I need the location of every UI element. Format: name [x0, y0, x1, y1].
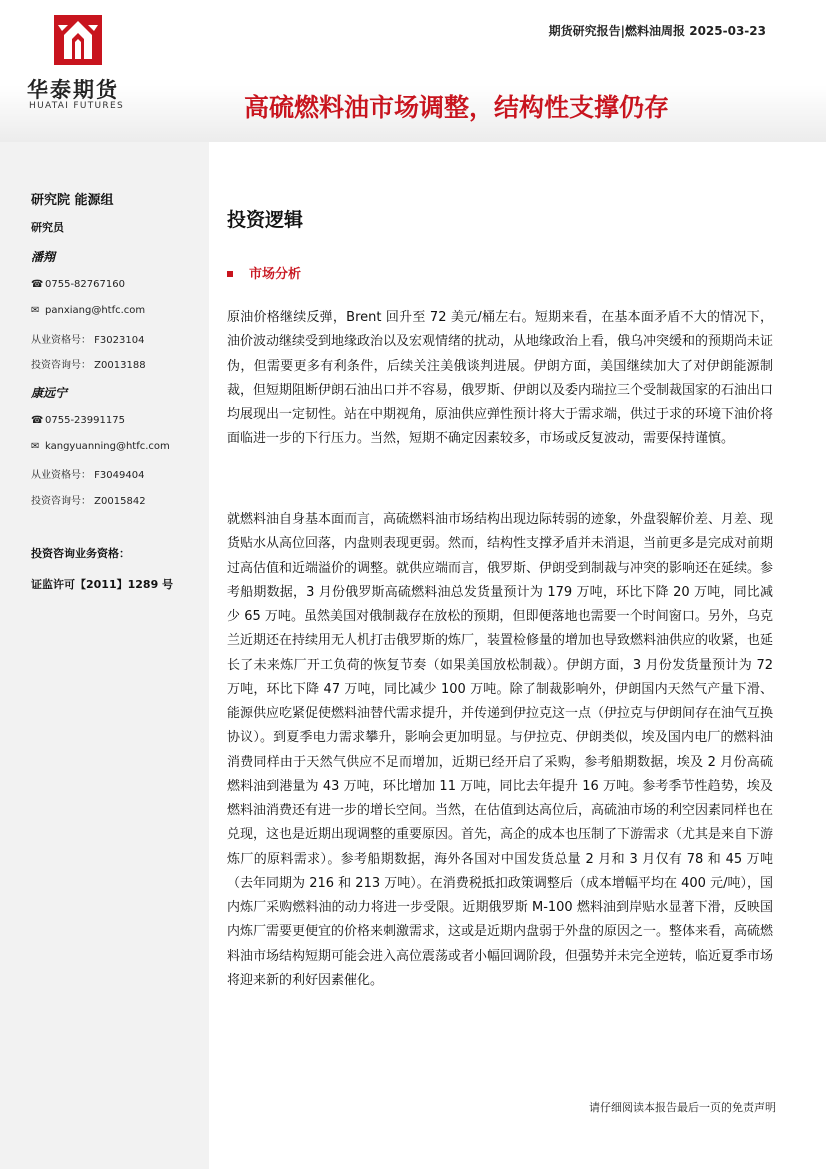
- researcher-label: 研究员: [31, 221, 64, 234]
- sidebar: [0, 142, 209, 1169]
- analyst-email[interactable]: ✉ panxiang@htfc.com: [31, 305, 146, 316]
- analyst-name: 康远宁: [31, 386, 68, 400]
- department-label: 研究院 能源组: [31, 193, 114, 208]
- license-text: 证监许可【2011】1289 号: [31, 578, 174, 591]
- qualification-label: 投资咨询业务资格：: [31, 547, 130, 560]
- phone-icon: ☎: [31, 279, 44, 290]
- phone-icon: ☎: [31, 415, 44, 426]
- logo-english-name: HUATAI FUTURES: [29, 101, 124, 111]
- report-title: 高硫燃料油市场调整，结构性支撑仍存: [244, 93, 670, 122]
- analyst-license: 从业资格号： F3049404: [31, 470, 145, 481]
- logo-chinese-name: 华泰期货: [27, 78, 119, 102]
- analyst-license: 从业资格号： F3023104: [31, 335, 145, 346]
- email-icon: ✉: [31, 305, 40, 316]
- analyst-name: 潘翔: [31, 250, 56, 264]
- analyst-email[interactable]: ✉ kangyuanning@htfc.com: [31, 441, 170, 452]
- analyst-phone: ☎ 0755-23991175: [31, 415, 125, 426]
- report-meta: 期货研究报告|燃料油周报 2025-03-23: [548, 24, 766, 38]
- section-title: 投资逻辑: [227, 209, 304, 231]
- subsection-heading: 市场分析: [227, 263, 301, 282]
- body-paragraph: 原油价格继续反弹，Brent 回升至 72 美元/桶左右。短期来看，在基本面矛盾不大的情况下，油价波动继续受到地缘政治以及宏观情绪的扰动，从地缘政治上看，俄乌冲突缓和的预期尚未证伪，但需要更多有利条件，后续关注美俄谈判进展。伊朗方面，美国继续加大了对伊朗能源制裁，但短期阻断伊朗石油出口并不容易，俄罗斯、伊朗以及委内瑞拉三个受制裁国家的石油出口均展现出一定韧性。站在中期视角，原油供应弹性预计将大于需求端，供过于求的环境下油价将面临进一步的下行压力。当然，短期不确定因素较多，市场或反复波动，需要保持谨慎。: [227, 310, 774, 447]
- disclaimer-footer: 请仔细阅读本报告最后一页的免责声明: [589, 1101, 776, 1114]
- email-icon: ✉: [31, 441, 40, 452]
- analyst-phone: ☎ 0755-82767160: [31, 279, 125, 290]
- square-bullet-icon: [227, 271, 233, 277]
- body-paragraph: 就燃料油自身基本面而言，高硫燃料油市场结构出现边际转弱的迹象，外盘裂解价差、月差、现货贴水从高位回落，内盘则表现更弱。然而，结构性支撑矛盾并未消退，当前更多是完成对前期过高估值和近端溢价的调整。就供应端而言，俄罗斯、伊朗受到制裁与冲突的影响还在延续。参考船期数据，3 月份俄罗斯高硫燃料油总发货量预计为 179 万吨，环比下降 20 万吨，同比减少 65 万吨。虽然美国对俄制裁存在放松的预期，但即便落地也需要一个时间窗口。另外，乌克兰近期还在持续用无人机打击俄罗斯的炼厂，装置检修量的增加也导致燃料油供应的收紧，也延长了未来炼厂开工负荷的恢复节奏（如果美国放松制裁）。伊朗方面，3 月份发货量预计为 72 万吨，环比下降 47 万吨，同比减少 100 万吨。除了制裁影响外，伊朗国内天然气产量下滑、能源供应吃紧促使燃料油替代需求提升，并传递到伊拉克这一点（伊拉克与伊朗间存在油气互换协议）。到夏季电力需求攀升，影响会更加明显。与伊拉克、伊朗类似，埃及国内电厂的燃料油消费同样由于天然气供应不足而增加，近期已经开启了采购，参考船期数据，埃及 2 月份高硫燃料油到港量为 43 万吨，环比增加 11 万吨，同比去年提升 16 万吨。参考季节性趋势，埃及燃料油消费还有进一步的增长空间。当然，在估值到达高位后，高硫油市场的利空因素同样也在兑现，这也是近期出现调整的重要原因。首先，高企的成本也压制了下游需求（尤其是来自下游炼厂的原料需求）。参考船期数据，海外各国对中国发货总量 2 月和 3 月仅有 78 和 45 万吨（去年同期为 216 和 213 万吨）。在消费税抵扣政策调整后（成本增幅平均在 400 元/吨），国内炼厂采购燃料油的动力将进一步受限。近期俄罗斯 M-100 燃料油到岸贴水显著下滑，反映国内炼厂需要更便宜的价格来刺激需求，这或是近期内盘弱于外盘的原因之一。整体来看，高硫燃料油市场结构短期可能会进入高位震荡或者小幅回调阶段，但强势并未完全逆转，临近夏季市场将迎来新的利好因素催化。: [227, 512, 774, 988]
- analyst-consult-number: 投资咨询号： Z0013188: [31, 360, 146, 371]
- huatai-logo-icon: [54, 15, 102, 65]
- analyst-consult-number: 投资咨询号： Z0015842: [31, 496, 146, 507]
